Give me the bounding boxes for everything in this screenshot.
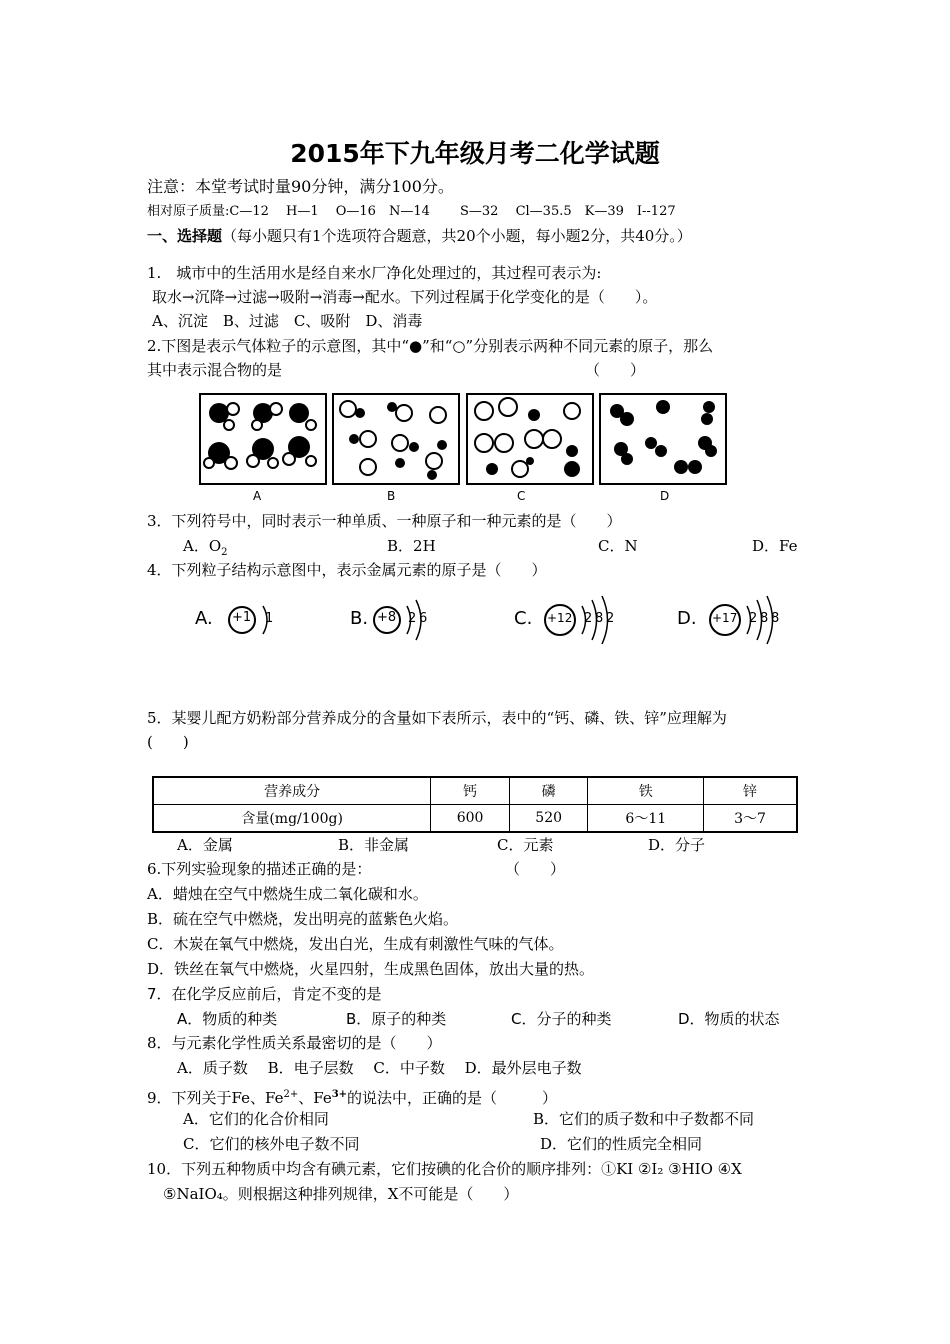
q9-option-d: D．它们的性质完全相同 [540,1135,703,1153]
q3-option-a-subscript: 2 [221,547,228,558]
atomic-mass-line: 相对原子质量:C—12 H—1 O—16 N—14 S—32 Cl—35.5 K—39 I--127 [147,204,676,219]
q6-answer-paren: （ ） [505,860,566,878]
q10-line2: ⑤NaIO₄。则根据这种排列规律，X不可能是（ ） [163,1185,519,1203]
table-row [153,805,797,833]
q8-options: A．质子数 B．电子层数 C．中子数 D．最外层电子数 [177,1059,582,1077]
q7-option-a: A．物质的种类 [177,1010,278,1028]
q5-answer-paren: ( ) [147,733,189,751]
q7-option-b: B．原子的种类 [346,1010,447,1028]
atom-a-shell-1: 1 [265,611,274,626]
atom-a-label: A. [195,608,213,629]
particle-label-a: A [253,489,262,503]
section1-desc: （每小题只有1个选项符合题意，共20个小题，每小题2分，共40分。） [222,227,692,245]
q5-option-a: A．金属 [177,836,233,854]
q5-option-d: D．分子 [648,836,706,854]
table-cell: 3～7 [704,805,797,833]
particle-diagram-c [468,395,592,483]
particle-box-a [199,393,327,485]
particle-label-c: C [517,489,526,503]
table-cell: 铁 [588,777,704,805]
atom-d-label: D. [677,608,697,629]
q6-option-b: B．硫在空气中燃烧，发出明亮的蓝紫色火焰。 [147,910,459,928]
q6-option-c: C．木炭在氧气中燃烧，发出白光，生成有刺激性气味的气体。 [147,935,564,953]
q6-stem: 6.下列实验现象的描述正确的是： [147,860,372,878]
notice: 注意：本堂考试时量90分钟，满分100分。 [147,177,454,196]
q6-option-a: A．蜡烛在空气中燃烧生成二氧化碳和水。 [147,885,428,903]
q7-option-d: D．物质的状态 [678,1010,780,1028]
table-cell: 520 [509,805,588,833]
atom-c-shell-2: 8 [595,611,604,626]
page-title: 2015年下九年级月考二化学试题 [290,139,660,168]
q5-stem: 5．某婴儿配方奶粉部分营养成分的含量如下表所示，表中的“钙、磷、铁、锌”应理解为 [147,709,727,727]
table-cell: 含量(mg/100g) [153,805,431,833]
q3-option-c: C．N [598,537,638,555]
q9-option-b: B．它们的质子数和中子数都不同 [533,1110,755,1128]
atom-d-nucleus: +17 [712,611,738,625]
table-cell: 营养成分 [153,777,431,805]
atom-d-shell-1: 2 [749,611,758,626]
atom-b-label: B. [350,608,369,629]
table-cell: 钙 [431,777,510,805]
atom-structure-d [677,590,797,650]
q5-option-b: B．非金属 [338,836,410,854]
q1-stem: 1. 城市中的生活用水是经自来水厂净化处理过的，其过程可表示为: [147,264,602,282]
atom-d-shell-2: 8 [760,611,769,626]
q3-option-a-text: A．O [183,537,222,555]
q3-option-b: B．2H [387,537,436,555]
q4-stem: 4．下列粒子结构示意图中，表示金属元素的原子是（ ） [147,561,547,579]
q9-stem [147,1085,557,1108]
particle-label-d: D [660,489,670,503]
particle-box-c [466,393,594,485]
atom-c-label: C. [514,608,533,629]
atom-c-nucleus: +12 [547,611,573,625]
section1-heading-line [147,226,692,246]
atom-d-shell-3: 8 [771,611,780,626]
q9-stem-prefix: 9．下列关于Fe、Fe [147,1089,284,1107]
particle-diagram-a [201,395,325,483]
q7-option-c: C．分子的种类 [511,1010,612,1028]
q3-option-d: D．Fe [752,537,798,555]
table-cell: 锌 [704,777,797,805]
table-cell: 磷 [509,777,588,805]
q2-stem-line1: 2.下图是表示气体粒子的示意图，其中“●”和“○”分别表示两种不同元素的原子，那么 [147,337,714,355]
atom-c-shell-1: 2 [584,611,593,626]
particle-label-b: B [387,489,396,503]
q2-stem-line2: 其中表示混合物的是 [147,361,283,379]
q8-stem: 8．与元素化学性质关系最密切的是（ ） [147,1034,442,1052]
q5-option-c: C．元素 [497,836,554,854]
q1-process: 取水→沉降→过滤→吸附→消毒→配水。下列过程属于化学变化的是（ ）。 [152,288,658,306]
nutrition-table [152,776,798,833]
q9-option-c: C．它们的核外电子数不同 [183,1135,360,1153]
table-cell: 600 [431,805,510,833]
particle-diagram-b [334,395,458,483]
particle-box-d [599,393,727,485]
atom-structure-c [514,590,634,650]
q9-stem-mid: 、Fe [298,1089,332,1107]
table-header-row [153,777,797,805]
q9-charge-3: 3+ [331,1089,348,1100]
section1-heading: 一、选择题 [147,227,223,245]
atom-c-shell-3: 2 [606,611,615,626]
q10-line1: 10．下列五种物质中均含有碘元素，它们按碘的化合价的顺序排列：①KI ②I₂ ③HIO ④X [147,1160,742,1178]
q1-options: A、沉淀 B、过滤 C、吸附 D、消毒 [152,312,423,330]
q9-stem-suffix: 的说法中，正确的是（ ） [347,1089,558,1107]
atom-structure-b [350,590,460,650]
q7-stem: 7．在化学反应前后，肯定不变的是 [147,985,382,1003]
q3-option-a [183,536,228,563]
table-cell: 6～11 [588,805,704,833]
particle-diagram-d [601,395,725,483]
atom-structure-a [195,590,295,650]
q9-charge-2: 2+ [283,1089,299,1100]
atom-b-shell-1: 2 [408,611,417,626]
atom-b-shell-2: 6 [419,611,428,626]
atom-a-nucleus: +1 [232,610,252,625]
particle-box-b [332,393,460,485]
q6-option-d: D．铁丝在氧气中燃烧，火星四射，生成黑色固体，放出大量的热。 [147,960,595,978]
q2-answer-paren: （ ） [585,361,646,379]
q3-stem: 3．下列符号中，同时表示一种单质、一种原子和一种元素的是（ ） [147,512,622,530]
atom-b-nucleus: +8 [377,610,397,625]
q9-option-a: A．它们的化合价相同 [183,1110,329,1128]
